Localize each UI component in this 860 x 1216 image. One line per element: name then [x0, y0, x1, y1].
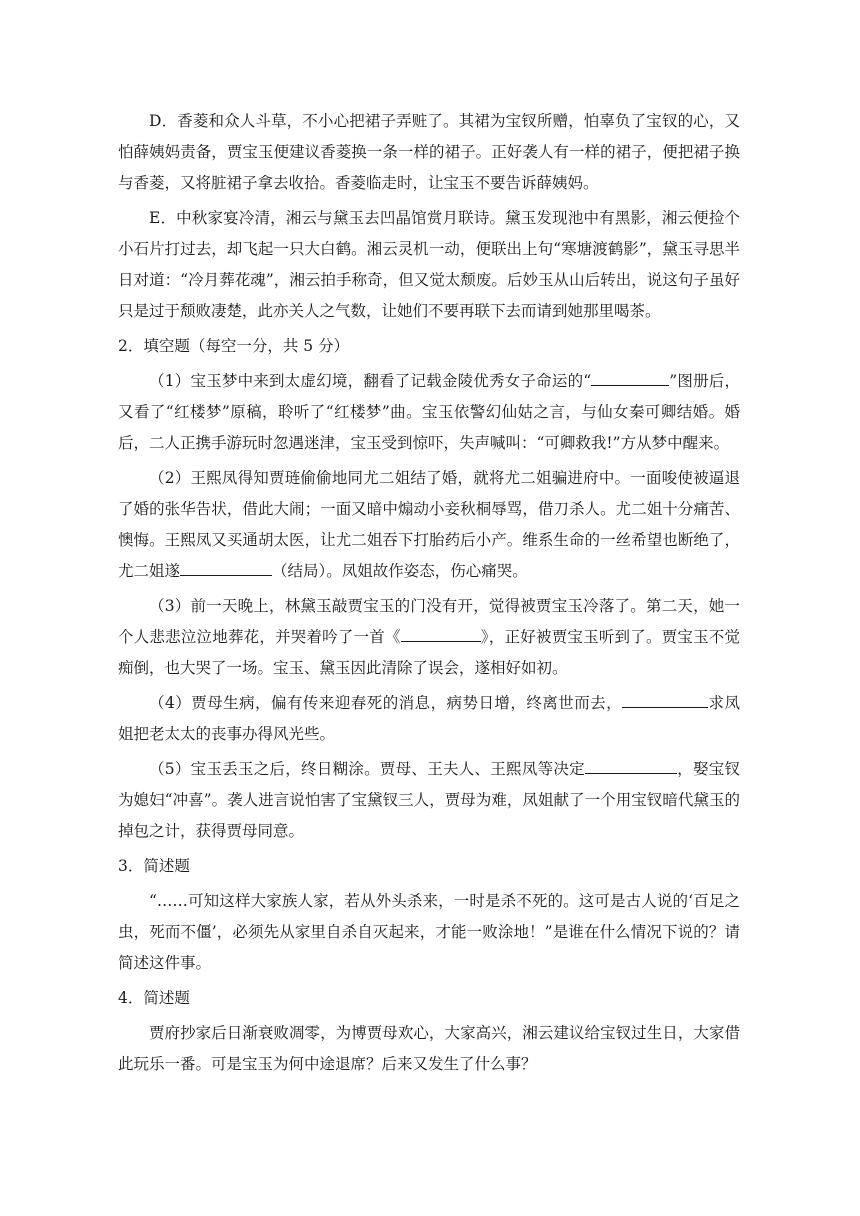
answer-blank-3[interactable] [401, 623, 481, 642]
fill-blank-3 [118, 591, 740, 684]
option-d: D．香菱和众人斗草，不小心把裙子弄赃了。其裙为宝钗所赠，怕辜负了宝钗的心，又怕薛姨妈责备，贾宝玉便建议香菱换一条一样的裙子。正好袭人有一样的裙子，便把裙子换与香菱，又将脏裙子拿去收拾。香菱临走时，让宝玉不要告诉薛姨妈。 [118, 112, 740, 192]
fill-blank-3-text-a: （3）前一天晚上，林黛玉敲贾宝玉的门没有开，觉得被贾宝玉冷落了。第二天，她一个人悲悲泣泣地葬花，并哭着吟了一首《 [118, 597, 740, 646]
answer-blank-2[interactable] [180, 557, 272, 576]
fill-blank-2-text-b: （结局）。凤姐故作姿态，伤心痛哭。 [272, 562, 528, 580]
answer-blank-4[interactable] [622, 689, 708, 708]
fill-blank-5 [118, 754, 740, 847]
answer-blank-1[interactable] [591, 367, 669, 386]
fill-blank-4 [118, 688, 740, 750]
question-3-text: “……可知这样大家族人家，若从外头杀来，一时是杀不死的。这可是古人说的‘百足之虫，死而不僵’，必须先从家里自杀自灭起来，才能一败涂地！”是谁在什么情况下说的？请简述这件事。 [118, 892, 740, 972]
question-4-heading: 4．简述题 [118, 989, 190, 1007]
fill-blank-1 [118, 366, 740, 459]
question-3-heading: 3．简述题 [118, 857, 190, 875]
fill-blank-3-text-b: 》，正好被贾宝玉听到了。贾宝玉不觉痴倒，也大哭了一场。宝玉、黛玉因此清除了误会，遂相好如初。 [118, 628, 740, 677]
fill-blank-2-text-a: （2）王熙凤得知贾琏偷偷地同尤二姐结了婚，就将尤二姐骗进府中。一面唆使被逼退了婚的张华告状，借此大闹；一面又暗中煽动小妾秋桐辱骂，借刀杀人。尤二姐十分痛苦、懊悔。王熙凤又买通胡太医，让尤二姐吞下打胎药后小产。维系生命的一丝希望也断绝了，尤二姐遂 [118, 469, 740, 580]
fill-blank-5-text-a: （5）宝玉丢玉之后，终日糊涂。贾母、王夫人、王熙凤等决定 [149, 760, 585, 778]
fill-blank-1-text-a: （1）宝玉梦中来到太虚幻境，翻看了记载金陵优秀女子命运的“ [149, 372, 592, 390]
fill-blank-2 [118, 463, 740, 587]
fill-blank-5-text-b: ，娶宝钗为媳妇“冲喜”。袭人进言说怕害了宝黛钗三人，贾母为难，凤姐献了一个用宝钗暗代黛玉的掉包之计，获得贾母同意。 [118, 760, 740, 840]
question-2-heading: 2．填空题（每空一分，共 5 分） [118, 337, 350, 355]
fill-blank-1-text-b: ”图册后，又看了“红楼梦”原稿，聆听了“红楼梦”曲。宝玉依警幻仙姑之言，与仙女秦可卿结婚。婚后，二人正携手游玩时忽遇迷津，宝玉受到惊吓，失声喊叫：“可卿救我!”方从梦中醒来。 [118, 372, 740, 452]
question-4-text: 贾府抄家后日渐衰败凋零，为博贾母欢心，大家高兴，湘云建议给宝钗过生日，大家借此玩乐一番。可是宝玉为何中途退席？后来又发生了什么事？ [118, 1024, 740, 1073]
document-page [118, 106, 740, 1084]
answer-blank-5[interactable] [585, 755, 677, 774]
option-e: E．中秋家宴冷清，湘云与黛玉去凹晶馆赏月联诗。黛玉发现池中有黑影，湘云便捡个小石片打过去，却飞起一只大白鹤。湘云灵机一动，便联出上句“寒塘渡鹤影”，黛玉寻思半日对道：“冷月葬花魂”，湘云拍手称奇，但又觉太颓废。后妙玉从山后转出，说这句子虽好只是过于颓败凄楚，此亦关人之气数，让她们不要再联下去而请到她那里喝茶。 [118, 209, 740, 320]
fill-blank-4-text-a: （4）贾母生病，偏有传来迎春死的消息，病势日增，终离世而去， [149, 694, 623, 712]
fill-blank-4-text-b: 求凤姐把老太太的丧事办得风光些。 [118, 694, 740, 743]
